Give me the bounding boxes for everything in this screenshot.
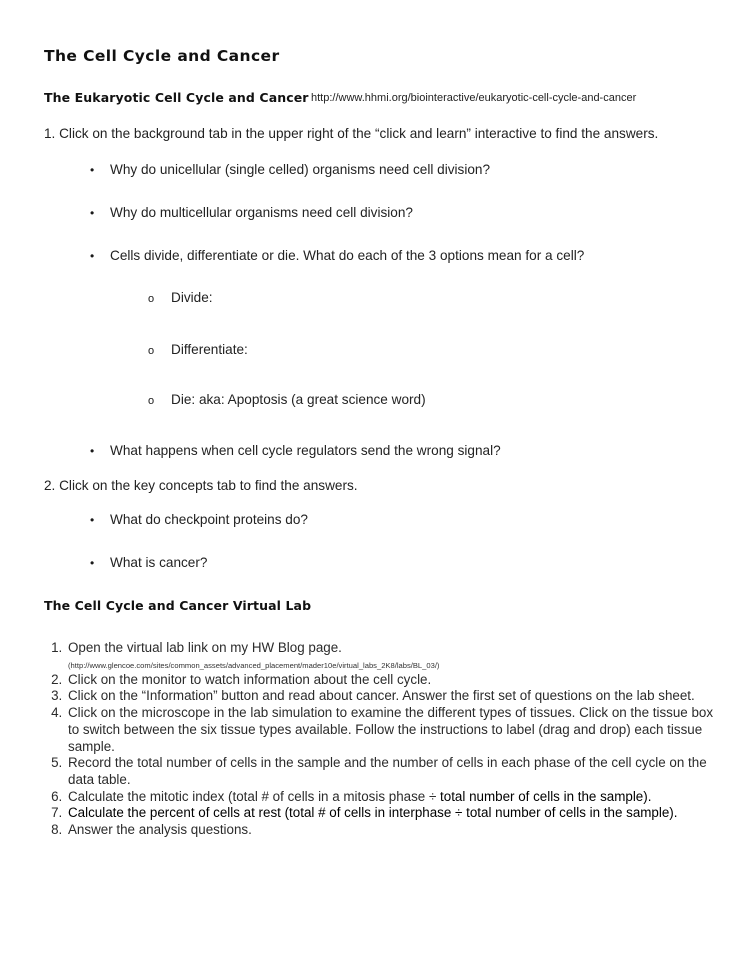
list-item: Why do multicellular organisms need cell division? <box>110 205 413 220</box>
list-item: Cells divide, differentiate or die. What do each of the 3 options mean for a cell? <box>110 248 585 263</box>
list-item: What do checkpoint proteins do? <box>110 512 308 527</box>
sub-marker: o <box>148 345 155 357</box>
step-text: Answer the analysis questions. <box>68 822 252 838</box>
bullet-marker: • <box>90 556 95 570</box>
question-2-text: 2. Click on the key concepts tab to find the answers. <box>44 478 358 493</box>
bullet-marker: • <box>90 444 95 458</box>
step-text: Calculate the mitotic index (total # of cells in a mitosis phase ÷ <box>68 788 441 804</box>
sub-item-divide: Divide: <box>171 290 213 305</box>
step-text-emphasis: total number of cells in the sample). <box>440 788 652 804</box>
list-item: Why do unicellular (single celled) organisms need cell division? <box>110 162 491 177</box>
bullet-marker: • <box>90 249 95 263</box>
list-item <box>66 755 726 788</box>
list-item <box>66 822 726 839</box>
list-item <box>66 789 726 806</box>
list-item: What happens when cell cycle regulators send the wrong signal? <box>110 443 501 458</box>
sub-item-die: Die: aka: Apoptosis (a great science word) <box>171 392 426 407</box>
glencoe-url[interactable]: (http://www.glencoe.com/sites/common_assets/advanced_placement/mader10e/virtual_labs_2K8/labs/BL_03/) <box>68 660 440 670</box>
list-item <box>66 705 726 755</box>
list-item <box>66 688 726 705</box>
section-heading-eukaryotic: The Eukaryotic Cell Cycle and Cancer <box>44 90 309 105</box>
list-item <box>66 672 726 689</box>
step-text: Click on the “Information” button and read about cancer. Answer the first set of questions on the lab sheet. <box>68 688 695 704</box>
question-1-text: 1. Click on the background tab in the upper right of the “click and learn” interactive to find the answers. <box>44 126 659 141</box>
page-title: The Cell Cycle and Cancer <box>44 47 280 65</box>
lab-steps-list <box>44 640 726 839</box>
step-text: Record the total number of cells in the sample and the number of cells in each phase of the cell cycle on the data table. <box>68 755 707 787</box>
step-text: Click on the microscope in the lab simulation to examine the different types of tissues. Click on the tissue box to switch between the six tissue types available. Follow the instructions to label (drag and drop) each tissue sample. <box>68 705 714 754</box>
sub-item-differentiate: Differentiate: <box>171 342 248 357</box>
sub-marker: o <box>148 293 155 305</box>
list-item: What is cancer? <box>110 555 208 570</box>
list-item <box>66 640 726 672</box>
bullet-marker: • <box>90 513 95 527</box>
sub-marker: o <box>148 395 155 407</box>
step-text: Click on the monitor to watch information about the cell cycle. <box>68 671 432 687</box>
bullet-marker: • <box>90 206 95 220</box>
list-item <box>66 805 726 822</box>
section-heading-virtual-lab: The Cell Cycle and Cancer Virtual Lab <box>44 598 312 613</box>
step-text: Open the virtual lab link on my HW Blog page. <box>68 640 342 655</box>
step-text: Calculate the percent of cells at rest (total # of cells in interphase ÷ total number of cells in the sample). <box>68 805 678 821</box>
bullet-marker: • <box>90 163 95 177</box>
hhmi-url[interactable]: http://www.hhmi.org/biointeractive/eukaryotic-cell-cycle-and-cancer <box>311 92 637 104</box>
